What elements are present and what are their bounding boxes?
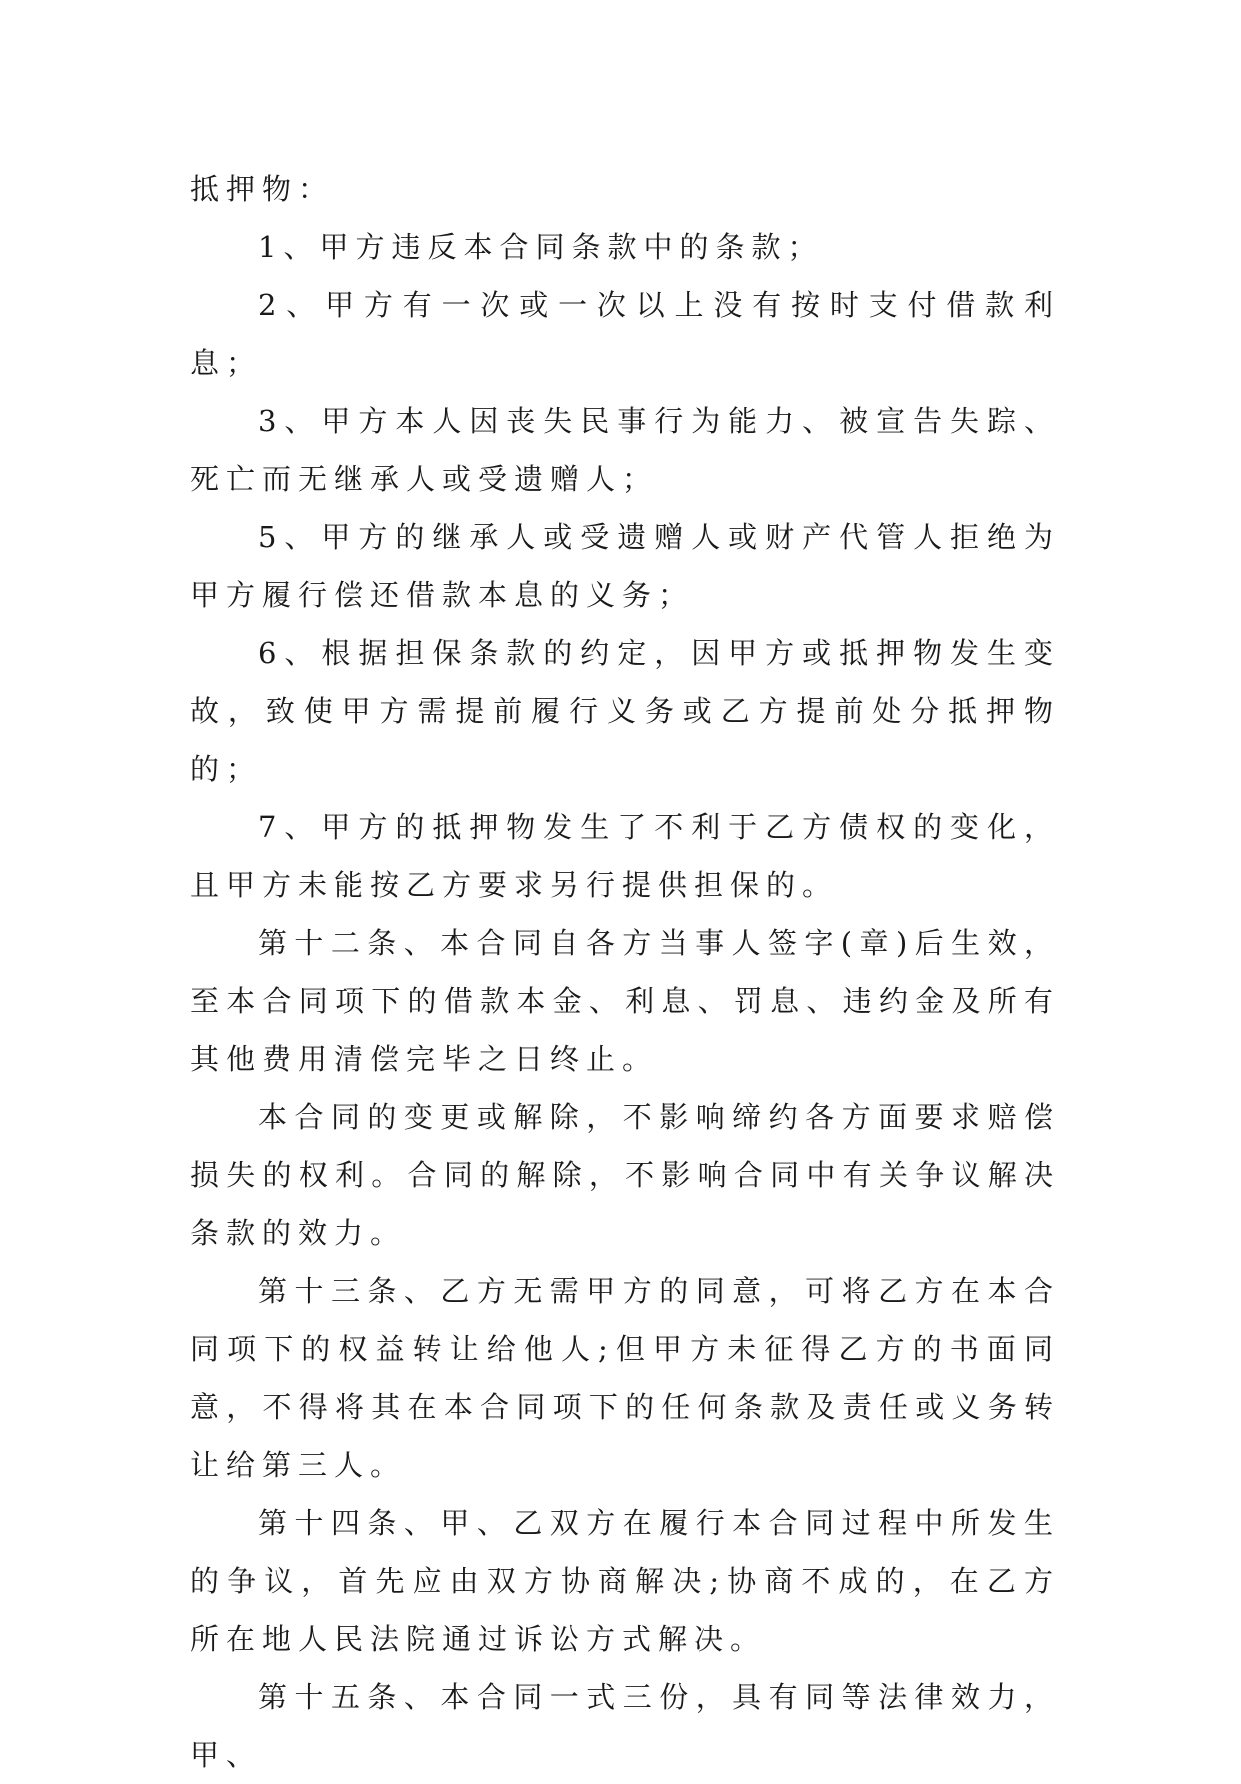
paragraph-article-15: 第十五条、本合同一式三份，具有同等法律效力，甲、 [190,1680,1060,1772]
paragraph-item-1: 1、甲方违反本合同条款中的条款； [258,230,824,264]
paragraph-modification-clause: 本合同的变更或解除，不影响缔约各方面要求赔偿损失的权利。合同的解除，不影响合同中有关争议解决条款的效力。 [190,1100,1060,1250]
paragraph-article-13: 第十三条、乙方无需甲方的同意，可将乙方在本合同项下的权益转让给他人;但甲方未征得乙方的书面同意，不得将其在本合同项下的任何条款及责任或义务转让给第三人。 [190,1274,1060,1482]
paragraph-item-7: 7、甲方的抵押物发生了不利于乙方债权的变化，且甲方未能按乙方要求另行提供担保的。 [190,810,1060,902]
paragraph-item-3: 3、甲方本人因丧失民事行为能力、被宣告失踪、死亡而无继承人或受遗赠人； [190,404,1060,496]
contract-body [190,160,1060,1784]
paragraph-collateral-heading: 抵押物： [190,172,335,206]
paragraph-item-2: 2、甲方有一次或一次以上没有按时支付借款利息； [190,288,1060,380]
paragraph-item-5: 5、甲方的继承人或受遗赠人或财产代管人拒绝为甲方履行偿还借款本息的义务； [190,520,1060,612]
paragraph-article-12: 第十二条、本合同自各方当事人签字(章)后生效，至本合同项下的借款本金、利息、罚息、违约金及所有其他费用清偿完毕之日终止。 [190,926,1060,1076]
paragraph-article-14: 第十四条、甲、乙双方在履行本合同过程中所发生的争议，首先应由双方协商解决;协商不成的，在乙方所在地人民法院通过诉讼方式解决。 [190,1506,1060,1656]
paragraph-item-6: 6、根据担保条款的约定，因甲方或抵押物发生变故，致使甲方需提前履行义务或乙方提前处分抵押物的； [190,636,1060,786]
